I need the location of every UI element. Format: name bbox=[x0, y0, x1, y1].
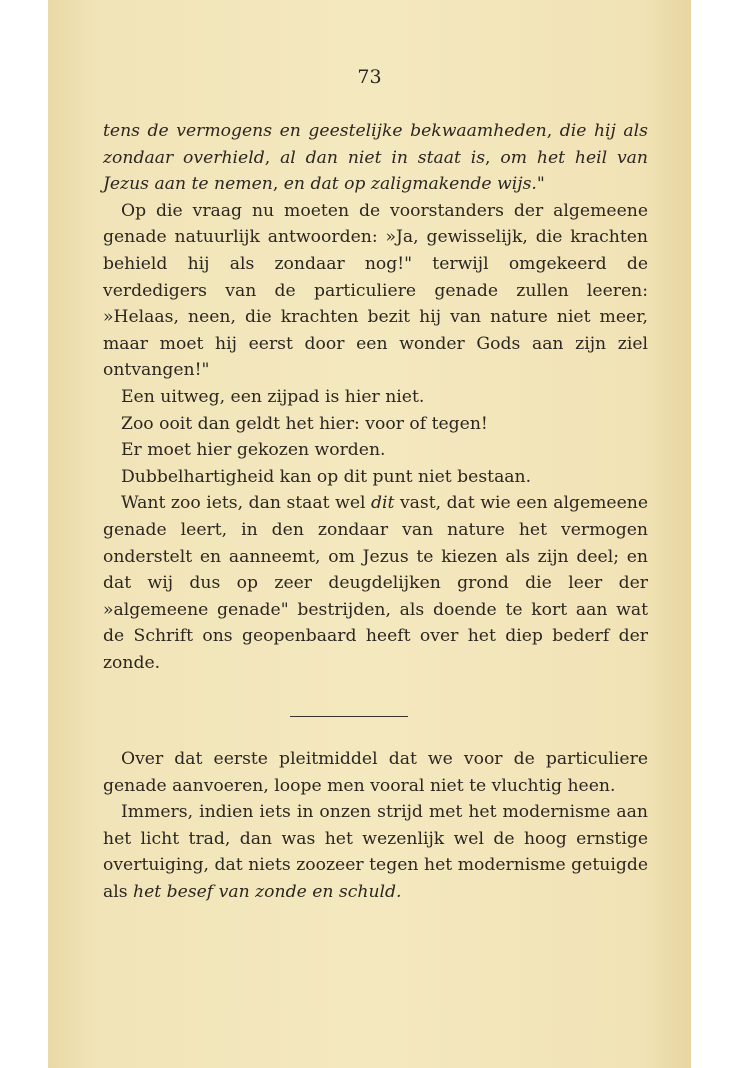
text-section-2 bbox=[103, 746, 648, 906]
italic-text: en dat op zaligmakende wijs. bbox=[283, 174, 537, 195]
text-run: Want zoo iets, dan staat wel bbox=[121, 493, 372, 514]
text-run: Immers, indien iets in onzen strijd met het modernisme aan het licht trad, dan was het wezenlijk wel de hoog ernstige overtuiging, dat niets zoozeer tegen het modernisme getuigde als bbox=[103, 802, 648, 902]
text-run: , bbox=[272, 174, 284, 195]
paragraph-continuation bbox=[103, 118, 648, 198]
text-run: , bbox=[546, 121, 560, 141]
paragraph: Dubbelhartigheid kan op dit punt niet bestaan. bbox=[121, 466, 532, 487]
paragraph: Zoo ooit dan geldt het hier: voor of tegen! bbox=[121, 413, 488, 434]
italic-text: dit bbox=[371, 493, 395, 514]
text-run: vast, dat wie een algemeene genade leert, in den zondaar van nature het vermogen onderstelt en aanneemt, om Jezus te kiezen als zijn deel; en dat wij dus op zeer deugdelijken grond die leer der »algemeene genade" bestrijden, als doende te kort aan wat de Schrift ons geopenbaard heeft over het diep bederf der zonde. bbox=[103, 493, 648, 673]
section-divider bbox=[290, 716, 408, 717]
italic-text: om het heil van Jezus aan te nemen bbox=[103, 147, 648, 195]
text-section-1 bbox=[103, 118, 648, 676]
paragraph: Een uitweg, een zijpad is hier niet. bbox=[121, 386, 425, 407]
text-run: , bbox=[485, 147, 501, 168]
text-run: " bbox=[536, 174, 545, 195]
paragraph bbox=[103, 490, 648, 676]
italic-text: al dan niet in staat is bbox=[280, 147, 486, 168]
book-page bbox=[48, 0, 691, 1068]
italic-text: tens de vermogens en geestelijke bekwaamheden bbox=[103, 121, 547, 141]
paragraph: Er moet hier gekozen worden. bbox=[121, 440, 386, 461]
italic-text: het besef van zonde en schuld. bbox=[133, 881, 402, 902]
paragraph: Over dat eerste pleitmiddel dat we voor de particuliere genade aanvoeren, loope men vooral niet te vluchtig heen. bbox=[103, 749, 648, 796]
text-run: , bbox=[264, 147, 281, 168]
paragraph: Op die vraag nu moeten de voorstanders der algemeene genade natuurlijk antwoorden: »Ja, gewisselijk, die krachten behield hij als zondaar nog!" terwijl omgekeerd de verdedigers van de particuliere genade zullen leeren: »Helaas, neen, die krachten bezit hij van nature niet meer, maar moet hij eerst door een wonder Gods aan zijn ziel ontvangen!" bbox=[103, 200, 648, 381]
paragraph bbox=[103, 799, 648, 905]
page-number: 73 bbox=[357, 66, 382, 88]
italic-text: die hij als zondaar overhield bbox=[103, 121, 648, 168]
